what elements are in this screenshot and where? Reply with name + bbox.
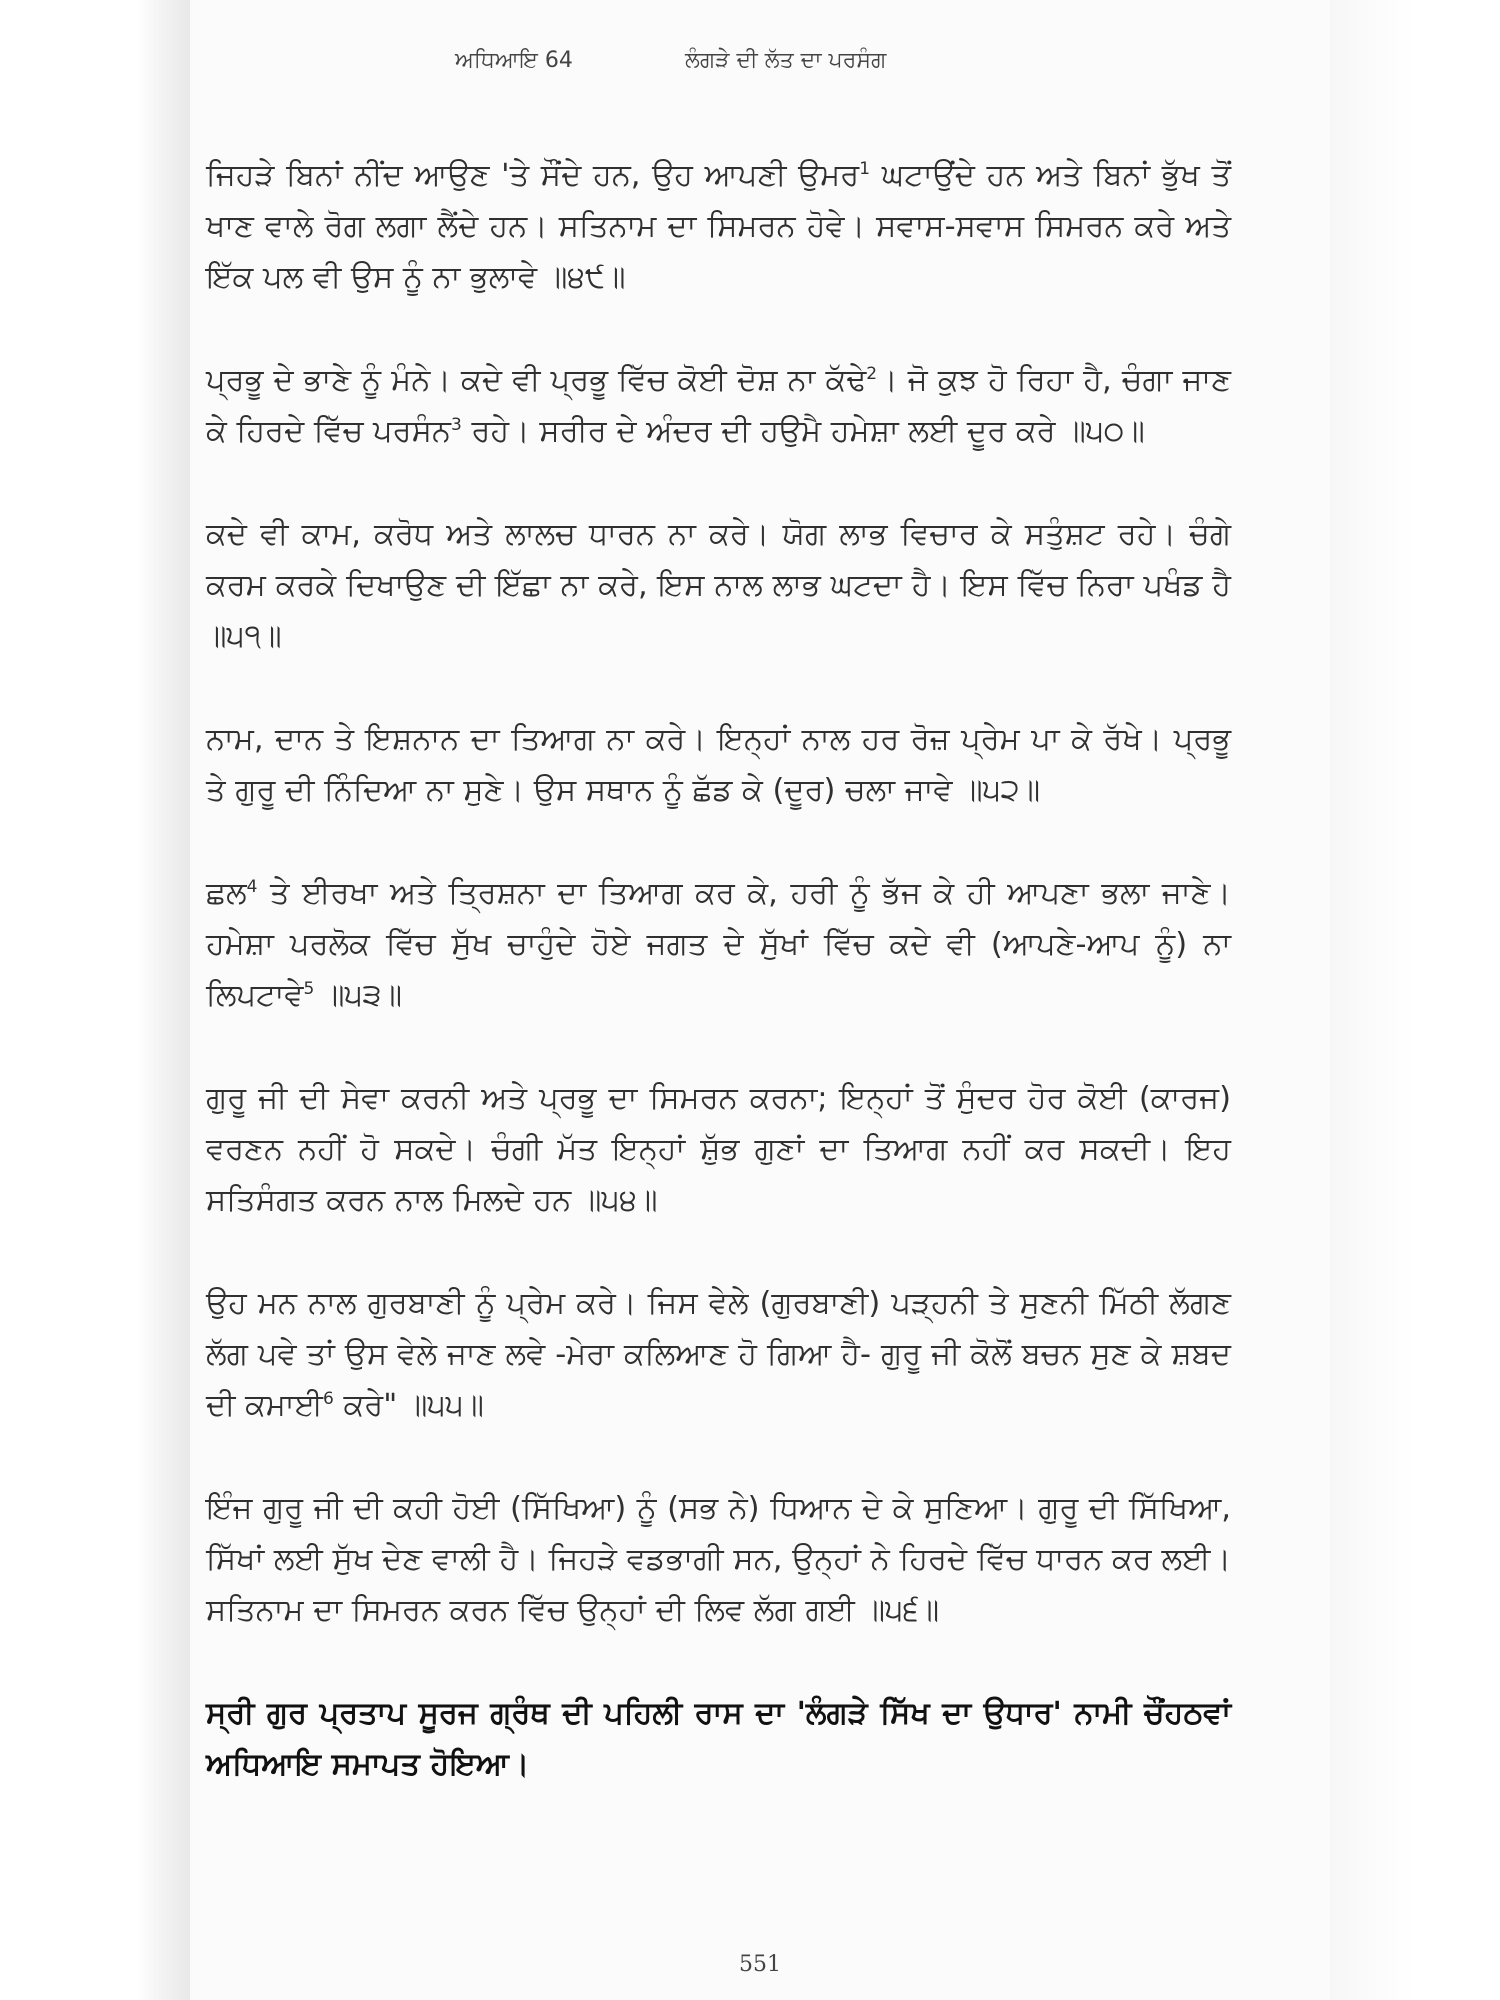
paragraph-text: ਘਟਾਉਂਦੇ ਹਨ ਅਤੇ ਬਿਨਾਂ ਭੁੱਖ ਤੋਂ ਖਾਣ ਵਾਲੇ ਰੋਗ ਲਗਾ ਲੈਂਦੇ ਹਨ। ਸਤਿਨਾਮ ਦਾ ਸਿਮਰਨ ਹੋਵੇ। ਸਵਾਸ-ਸਵਾਸ ਸਿਮਰਨ ਕਰੇ ਅਤੇ ਇੱਕ ਪਲ ਵੀ ਉਸ ਨੂੰ ਨਾ ਭੁਲਾਵੇ ॥੪੯॥ — [206, 158, 1231, 295]
book-page — [190, 0, 1330, 2000]
paragraph-text: ਪ੍ਰਭੂ ਦੇ ਭਾਣੇ ਨੂੰ ਮੰਨੇ। ਕਦੇ ਵੀ ਪ੍ਰਭੂ ਵਿੱਚ ਕੋਈ ਦੋਸ਼ ਨਾ ਕੱਢੇ — [206, 363, 867, 398]
paragraph — [206, 150, 1231, 303]
paragraph — [206, 509, 1231, 662]
page-number: 551 — [739, 1952, 781, 1977]
paragraph — [206, 714, 1231, 816]
paragraph-text: ਕਦੇ ਵੀ ਕਾਮ, ਕਰੋਧ ਅਤੇ ਲਾਲਚ ਧਾਰਨ ਨਾ ਕਰੇ। ਯੋਗ ਲਾਭ ਵਿਚਾਰ ਕੇ ਸਤੁੰਸ਼ਟ ਰਹੇ। ਚੰਗੇ ਕਰਮ ਕਰਕੇ ਦਿਖਾਉਣ ਦੀ ਇੱਛਾ ਨਾ ਕਰੇ, ਇਸ ਨਾਲ ਲਾਭ ਘਟਦਾ ਹੈ। ਇਸ ਵਿੱਚ ਨਿਰਾ ਪਖੰਡ ਹੈ ॥੫੧॥ — [206, 517, 1231, 654]
paragraph-text: ਇੰਜ ਗੁਰੂ ਜੀ ਦੀ ਕਹੀ ਹੋਈ (ਸਿੱਖਿਆ) ਨੂੰ (ਸਭ ਨੇ) ਧਿਆਨ ਦੇ ਕੇ ਸੁਣਿਆ। ਗੁਰੂ ਦੀ ਸਿੱਖਿਆ, ਸਿੱਖਾਂ ਲਈ ਸੁੱਖ ਦੇਣ ਵਾਲੀ ਹੈ। ਜਿਹੜੇ ਵਡਭਾਗੀ ਸਨ, ਉਨ੍ਹਾਂ ਨੇ ਹਿਰਦੇ ਵਿੱਚ ਧਾਰਨ ਕਰ ਲਈ। ਸਤਿਨਾਮ ਦਾ ਸਿਮਰਨ ਕਰਨ ਵਿੱਚ ਉਨ੍ਹਾਂ ਦੀ ਲਿਵ ਲੱਗ ਗਈ ॥੫੬॥ — [206, 1491, 1231, 1628]
paragraph — [206, 355, 1231, 457]
paragraph-text: ਕਰੇ" ॥੫੫॥ — [333, 1388, 484, 1423]
footnote-marker: 3 — [450, 414, 462, 435]
page-edge — [1330, 0, 1500, 2000]
paragraph-text: । ਜੋ ਕੁਝ ਹੋ ਰਿਹਾ ਹੈ, ਚੰਗਾ ਜਾਣ ਕੇ ਹਿਰਦੇ ਵਿੱਚ ਪਰਸੰਨ — [206, 363, 1231, 449]
paragraph-text: ਜਿਹੜੇ ਬਿਨਾਂ ਨੀਂਦ ਆਉਣ 'ਤੇ ਸੌਂਦੇ ਹਨ, ਉਹ ਆਪਣੀ ਉਮਰ — [206, 158, 860, 193]
chapter-title: ਲੰਗੜੇ ਦੀ ਲੱਤ ਦਾ ਪਰਸੰਗ — [685, 48, 887, 73]
paragraph — [206, 1278, 1231, 1431]
body-text — [206, 150, 1231, 1842]
book-gutter-shadow — [0, 0, 190, 2000]
paragraph-text: ਨਾਮ, ਦਾਨ ਤੇ ਇਸ਼ਨਾਨ ਦਾ ਤਿਆਗ ਨਾ ਕਰੇ। ਇਨ੍ਹਾਂ ਨਾਲ ਹਰ ਰੋਜ਼ ਪ੍ਰੇਮ ਪਾ ਕੇ ਰੱਖੇ। ਪ੍ਰਭੂ ਤੇ ਗੁਰੂ ਦੀ ਨਿੰਦਿਆ ਨਾ ਸੁਣੇ। ਉਸ ਸਥਾਨ ਨੂੰ ਛੱਡ ਕੇ (ਦੂਰ) ਚਲਾ ਜਾਵੇ ॥੫੨॥ — [206, 722, 1231, 808]
chapter-closing-line: ਸ੍ਰੀ ਗੁਰ ਪ੍ਰਤਾਪ ਸੂਰਜ ਗ੍ਰੰਥ ਦੀ ਪਹਿਲੀ ਰਾਸ ਦਾ 'ਲੰਗੜੇ ਸਿੱਖ ਦਾ ਉਧਾਰ' ਨਾਮੀ ਚੌਂਹਠਵਾਂ ਅਧਿਆਇ ਸਮਾਪਤ ਹੋਇਆ। — [206, 1696, 1231, 1782]
paragraph-text: ॥੫੩॥ — [314, 978, 403, 1013]
paragraph — [206, 1073, 1231, 1226]
paragraph — [206, 1483, 1231, 1636]
footnote-marker: 4 — [246, 876, 258, 897]
paragraph-text: ਰਹੇ। ਸਰੀਰ ਦੇ ਅੰਦਰ ਦੀ ਹਉਮੈ ਹਮੇਸ਼ਾ ਲਈ ਦੂਰ ਕਰੇ ॥੫੦॥ — [461, 414, 1145, 449]
footnote-marker: 6 — [322, 1388, 334, 1409]
footnote-marker: 5 — [303, 978, 315, 999]
footnote-marker: 2 — [866, 363, 878, 384]
running-header — [190, 48, 1330, 88]
paragraph-text: ਉਹ ਮਨ ਨਾਲ ਗੁਰਬਾਣੀ ਨੂੰ ਪ੍ਰੇਮ ਕਰੇ। ਜਿਸ ਵੇਲੇ (ਗੁਰਬਾਣੀ) ਪੜ੍ਹਨੀ ਤੇ ਸੁਣਨੀ ਮਿੱਠੀ ਲੱਗਣ ਲੱਗ ਪਵੇ ਤਾਂ ਉਸ ਵੇਲੇ ਜਾਣ ਲਵੇ -ਮੇਰਾ ਕਲਿਆਣ ਹੋ ਗਿਆ ਹੈ- ਗੁਰੂ ਜੀ ਕੋਲੋਂ ਬਚਨ ਸੁਣ ਕੇ ਸ਼ਬਦ ਦੀ ਕਮਾਈ — [206, 1286, 1231, 1423]
paragraph-text: ਤੇ ਈਰਖਾ ਅਤੇ ਤ੍ਰਿਸ਼ਨਾ ਦਾ ਤਿਆਗ ਕਰ ਕੇ, ਹਰੀ ਨੂੰ ਭੱਜ ਕੇ ਹੀ ਆਪਣਾ ਭਲਾ ਜਾਣੇ। ਹਮੇਸ਼ਾ ਪਰਲੋਕ ਵਿੱਚ ਸੁੱਖ ਚਾਹੁੰਦੇ ਹੋਏ ਜਗਤ ਦੇ ਸੁੱਖਾਂ ਵਿੱਚ ਕਦੇ ਵੀ (ਆਪਣੇ-ਆਪ ਨੂੰ) ਨਾ ਲਿਪਟਾਵੇ — [206, 876, 1231, 1013]
chapter-label: ਅਧਿਆਇ 64 — [455, 48, 573, 73]
footnote-marker: 1 — [859, 158, 871, 179]
paragraph-list — [206, 150, 1231, 1636]
paragraph-text: ਛਲ — [206, 876, 247, 911]
paragraph-text: ਗੁਰੂ ਜੀ ਦੀ ਸੇਵਾ ਕਰਨੀ ਅਤੇ ਪ੍ਰਭੂ ਦਾ ਸਿਮਰਨ ਕਰਨਾ; ਇਨ੍ਹਾਂ ਤੋਂ ਸੁੰਦਰ ਹੋਰ ਕੋਈ (ਕਾਰਜ) ਵਰਣਨ ਨਹੀਂ ਹੋ ਸਕਦੇ। ਚੰਗੀ ਮੱਤ ਇਨ੍ਹਾਂ ਸ਼ੁੱਭ ਗੁਣਾਂ ਦਾ ਤਿਆਗ ਨਹੀਂ ਕਰ ਸਕਦੀ। ਇਹ ਸਤਿਸੰਗਤ ਕਰਨ ਨਾਲ ਮਿਲਦੇ ਹਨ ॥੫੪॥ — [206, 1081, 1231, 1218]
paragraph — [206, 868, 1231, 1021]
